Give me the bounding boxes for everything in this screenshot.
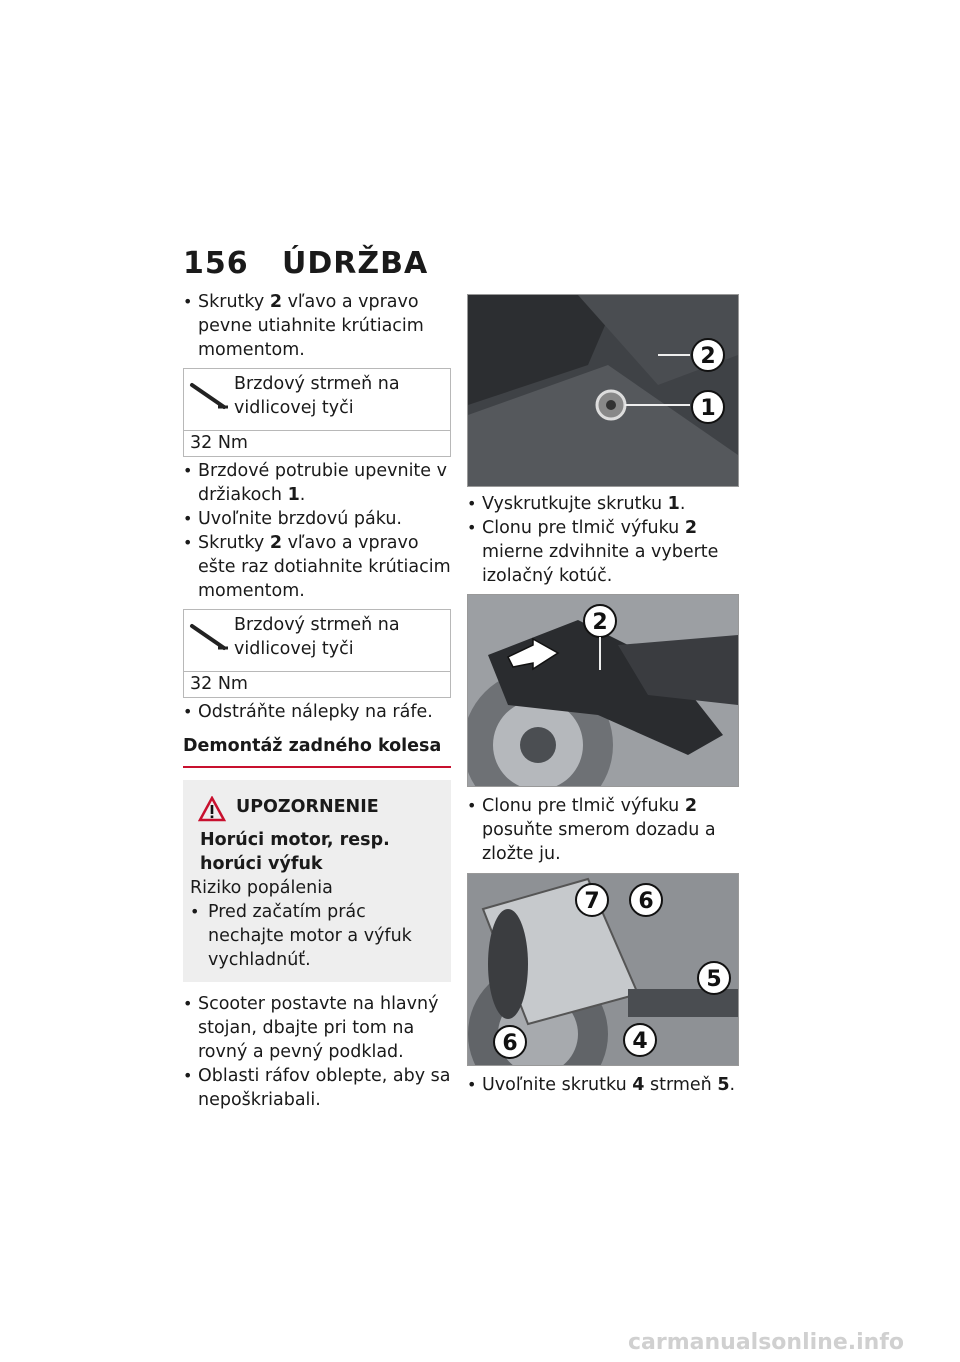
page-title: ÚDRŽBA <box>282 246 429 281</box>
section-heading: Demontáž zadného kolesa <box>183 736 442 756</box>
callout-label: 2 <box>592 610 608 635</box>
spec-name: Brzdový strmeň na vidlicovej tyči <box>234 615 400 659</box>
callout-label: 1 <box>700 396 716 421</box>
warning-bullet: • Pred začatím prác nechajte motor a výfuk vychladnúť. <box>190 900 443 972</box>
list-item: • Odstráňte nálepky na ráfe. <box>183 700 451 724</box>
warning-subtitle: Horúci motor, resp. horúci výfuk <box>200 830 390 874</box>
list-item: • Uvoľnite skrutku 4 strmeň 5. <box>467 1073 757 1097</box>
list-item: • Clonu pre tlmič výfuku 2 mierne zdvihnite a vyberte izolačný kotúč. <box>467 516 739 588</box>
photo-muffler-cover <box>467 594 739 787</box>
callout-label: 6 <box>638 889 654 914</box>
callout-label: 2 <box>700 344 716 369</box>
callout-label: 6 <box>502 1031 518 1056</box>
list-item: • Skrutky 2 vľavo a vpravo pevne utiahnite krútiacim momentom. <box>183 290 451 362</box>
list-item: • Brzdové potrubie upevnite v držiakoch 1. <box>183 459 451 507</box>
right-column-text-1 <box>467 492 739 588</box>
spec-name: Brzdový strmeň na vidlicovej tyči <box>234 374 400 418</box>
callout-label: 5 <box>706 967 722 992</box>
warning-box <box>183 780 451 982</box>
wrench-icon <box>188 377 230 419</box>
callout-label: 4 <box>632 1029 648 1054</box>
right-column-text-3 <box>467 1073 757 1097</box>
list-item: • Vyskrutkujte skrutku 1. <box>467 492 739 516</box>
torque-spec-table <box>183 368 451 457</box>
warning-title: UPOZORNENIE <box>236 797 379 817</box>
photo-exhaust-screws <box>467 294 739 487</box>
watermark: carmanualsonline.info <box>628 1330 904 1355</box>
wrench-icon <box>188 618 230 660</box>
warning-triangle-icon <box>198 796 226 822</box>
warning-text: Riziko popálenia <box>190 878 333 898</box>
left-column <box>183 290 451 1112</box>
list-item: • Scooter postavte na hlavný stojan, dbajte pri tom na rovný a pevný podklad. <box>183 992 451 1064</box>
photo-muffler-bolts <box>467 873 739 1066</box>
page-number: 156 <box>183 246 249 281</box>
right-column-text-2 <box>467 794 739 866</box>
list-item: • Clonu pre tlmič výfuku 2 posuňte smerom dozadu a zložte ju. <box>467 794 739 866</box>
torque-spec-table <box>183 609 451 698</box>
spec-value: 32 Nm <box>184 430 450 456</box>
list-item: • Oblasti ráfov oblepte, aby sa nepoškriabali. <box>183 1064 451 1112</box>
list-item: • Uvoľnite brzdovú páku. <box>183 507 451 531</box>
callout-label: 7 <box>584 889 600 914</box>
section-divider <box>183 766 451 768</box>
spec-value: 32 Nm <box>184 671 450 697</box>
list-item: • Skrutky 2 vľavo a vpravo ešte raz dotiahnite krútiacim momentom. <box>183 531 451 603</box>
